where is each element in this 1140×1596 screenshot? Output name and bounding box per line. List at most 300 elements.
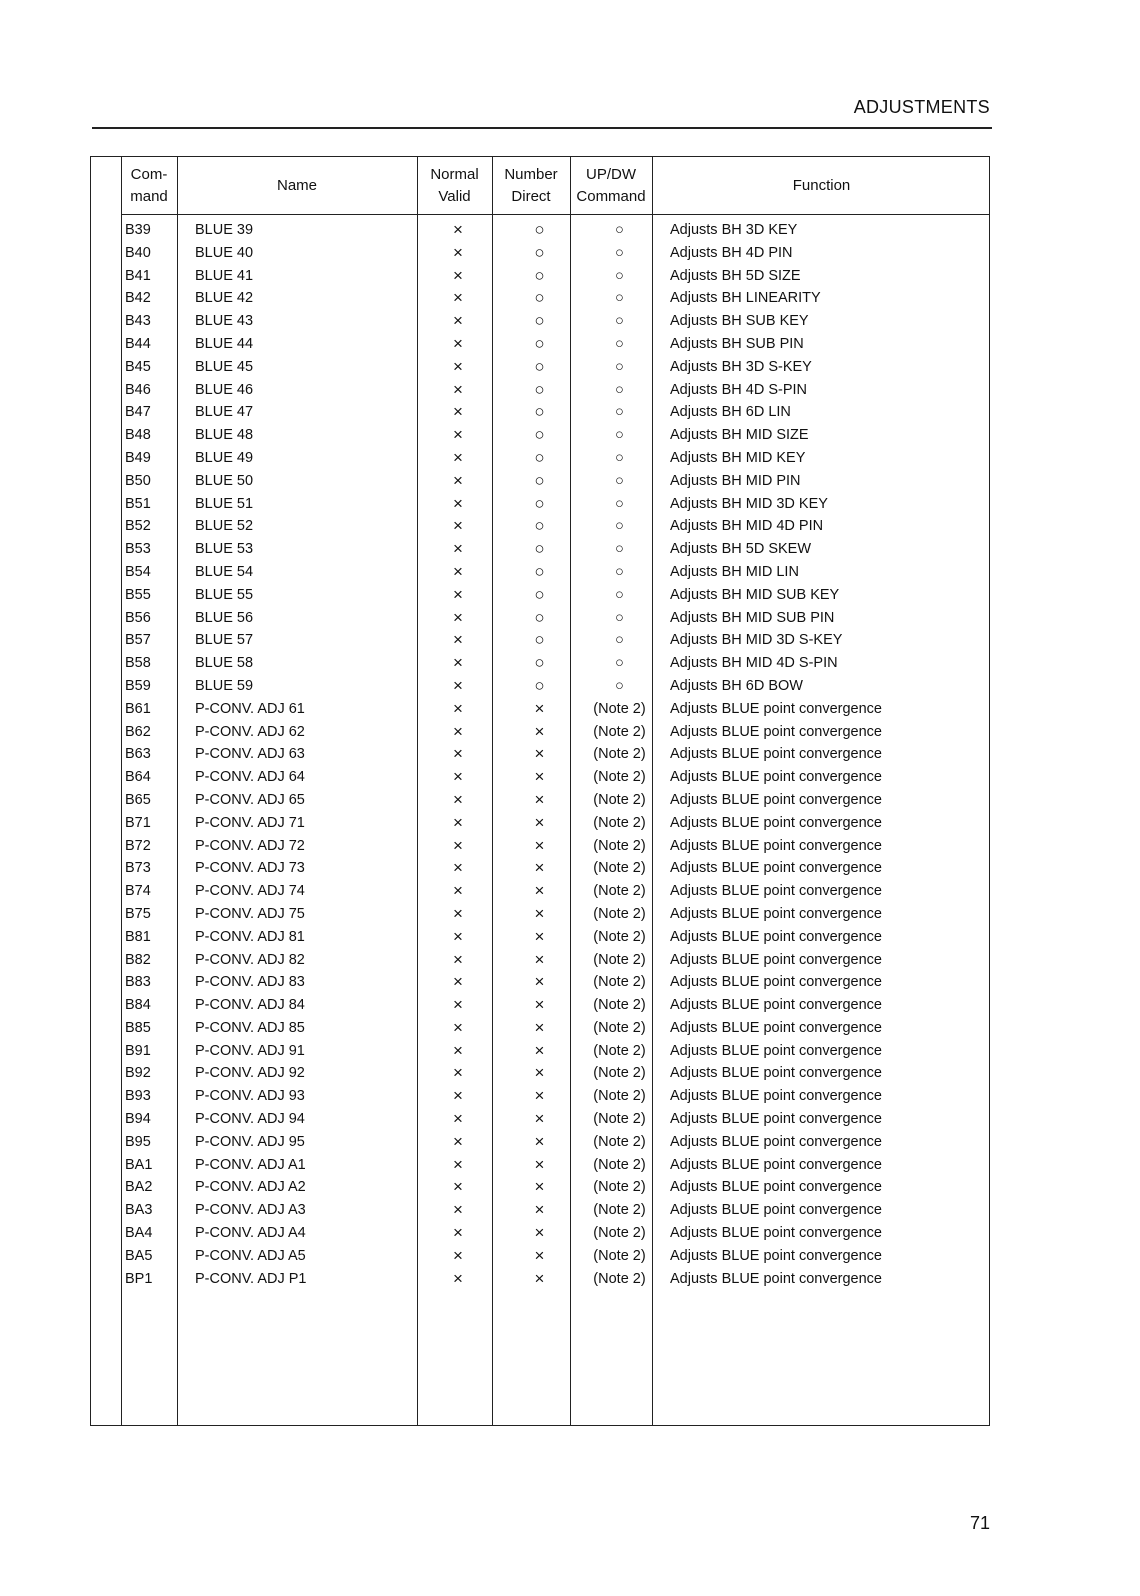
- updw-command-cell: ○: [615, 586, 624, 603]
- function-cell: Adjusts BH 3D S-KEY: [670, 358, 812, 375]
- name-cell: BLUE 55: [195, 586, 254, 603]
- normal-valid-cell: ×: [453, 972, 463, 992]
- name-cell: P-CONV. ADJ 92: [195, 1065, 305, 1082]
- name-cell: P-CONV. ADJ 72: [195, 837, 305, 854]
- name-cell: BLUE 44: [195, 335, 254, 352]
- command-cell: B39: [125, 222, 151, 238]
- function-cell: Adjusts BLUE point convergence: [670, 1225, 882, 1242]
- number-direct-cell: ○: [534, 265, 545, 285]
- number-direct-cell: ○: [534, 220, 545, 239]
- command-cell: B64: [125, 769, 151, 786]
- function-cell: Adjusts BLUE point convergence: [670, 928, 882, 945]
- command-cell: B61: [125, 700, 151, 717]
- name-cell: BLUE 42: [195, 290, 254, 307]
- normal-valid-cell: ×: [453, 379, 463, 399]
- name-cell: P-CONV. ADJ 64: [195, 769, 305, 786]
- name-cell: BLUE 48: [195, 427, 254, 444]
- command-cell: B65: [125, 791, 151, 808]
- updw-command-cell: (Note 2): [593, 951, 646, 968]
- command-cell: B41: [125, 267, 151, 284]
- command-cell: BA2: [125, 1179, 153, 1196]
- command-cell: B52: [125, 518, 151, 535]
- normal-valid-cell: ×: [453, 767, 463, 787]
- function-cell: Adjusts BLUE point convergence: [670, 1133, 882, 1150]
- command-cell: BP1: [125, 1270, 153, 1287]
- number-direct-cell: ○: [534, 425, 545, 445]
- function-cell: Adjusts BLUE point convergence: [670, 974, 882, 991]
- function-cell: Adjusts BH 5D SKEW: [670, 541, 812, 558]
- name-cell: P-CONV. ADJ 61: [195, 700, 305, 717]
- header-function-label: Function: [792, 176, 851, 194]
- updw-command-cell: (Note 2): [593, 974, 646, 991]
- name-cell: P-CONV. ADJ 95: [195, 1133, 305, 1150]
- number-direct-cell: ○: [534, 539, 545, 559]
- name-cell: P-CONV. ADJ 94: [195, 1111, 305, 1128]
- normal-valid-cell: ×: [453, 1131, 463, 1151]
- header-command-line1: Com-: [130, 165, 168, 183]
- function-cell: Adjusts BLUE point convergence: [670, 860, 882, 877]
- number-direct-cell: ○: [534, 356, 545, 376]
- function-cell: Adjusts BH 3D KEY: [670, 222, 798, 238]
- number-direct-cell: ×: [534, 1086, 545, 1106]
- normal-valid-cell: ×: [453, 789, 463, 809]
- function-cell: Adjusts BLUE point convergence: [670, 997, 882, 1014]
- header-normal-line1: Normal: [430, 165, 479, 183]
- number-direct-cell: ×: [534, 972, 545, 992]
- updw-command-cell: (Note 2): [593, 700, 646, 717]
- header-number-line2: Direct: [511, 187, 551, 205]
- number-direct-cell: ○: [534, 653, 545, 673]
- table-row: [91, 1132, 989, 1155]
- normal-valid-cell: ×: [453, 1109, 463, 1129]
- function-cell: Adjusts BLUE point convergence: [670, 723, 882, 740]
- command-cell: B75: [125, 905, 151, 922]
- table-row: [91, 950, 989, 973]
- table-row: [91, 1155, 989, 1178]
- function-cell: Adjusts BH 5D SIZE: [670, 267, 801, 284]
- command-cell: B91: [125, 1042, 151, 1059]
- updw-command-cell: (Note 2): [593, 883, 646, 900]
- updw-command-cell: (Note 2): [593, 928, 646, 945]
- normal-valid-cell: ×: [453, 1245, 463, 1265]
- number-direct-cell: ×: [534, 744, 545, 764]
- number-direct-cell: ×: [534, 926, 545, 946]
- table-body: [91, 220, 989, 1291]
- page-number: 71: [969, 1513, 990, 1533]
- function-cell: Adjusts BH MID 3D S-KEY: [670, 632, 843, 649]
- table-row: [91, 562, 989, 585]
- number-direct-cell: ○: [534, 675, 545, 695]
- name-cell: P-CONV. ADJ 75: [195, 905, 305, 922]
- table-row: [91, 1018, 989, 1041]
- updw-command-cell: (Note 2): [593, 746, 646, 763]
- table-row: [91, 402, 989, 425]
- normal-valid-cell: ×: [453, 425, 463, 445]
- name-cell: BLUE 43: [195, 313, 254, 330]
- number-direct-cell: ×: [534, 949, 545, 969]
- normal-valid-cell: ×: [453, 539, 463, 559]
- function-cell: Adjusts BLUE point convergence: [670, 1179, 882, 1196]
- function-cell: Adjusts BH MID LIN: [670, 563, 799, 580]
- name-cell: P-CONV. ADJ 65: [195, 791, 305, 808]
- command-cell: B46: [125, 381, 151, 398]
- number-direct-cell: ×: [534, 1131, 545, 1151]
- updw-command-cell: ○: [615, 495, 624, 512]
- name-cell: P-CONV. ADJ A4: [195, 1225, 306, 1242]
- updw-command-cell: (Note 2): [593, 723, 646, 740]
- title-rule: [92, 127, 992, 129]
- normal-valid-cell: ×: [453, 675, 463, 695]
- updw-command-cell: (Note 2): [593, 1247, 646, 1264]
- command-cell: B51: [125, 495, 151, 512]
- table-row: [91, 858, 989, 881]
- name-cell: P-CONV. ADJ 84: [195, 997, 305, 1014]
- table-row: [91, 1086, 989, 1109]
- command-cell: B59: [125, 677, 151, 694]
- command-cell: B44: [125, 335, 151, 352]
- name-cell: BLUE 40: [195, 244, 254, 261]
- normal-valid-cell: ×: [453, 561, 463, 581]
- name-cell: P-CONV. ADJ 83: [195, 974, 305, 991]
- command-cell: B57: [125, 632, 151, 649]
- header-updw-line2: Command: [576, 187, 646, 205]
- updw-command-cell: ○: [615, 267, 624, 284]
- header-normal: [417, 157, 492, 214]
- updw-command-cell: (Note 2): [593, 1088, 646, 1105]
- command-cell: BA1: [125, 1156, 153, 1173]
- number-direct-cell: ○: [534, 242, 545, 262]
- command-cell: B43: [125, 313, 151, 330]
- function-cell: Adjusts BLUE point convergence: [670, 951, 882, 968]
- updw-command-cell: ○: [615, 290, 624, 307]
- table-row: [91, 744, 989, 767]
- name-cell: BLUE 46: [195, 381, 254, 398]
- name-cell: P-CONV. ADJ 73: [195, 860, 305, 877]
- table-row: [91, 790, 989, 813]
- number-direct-cell: ○: [534, 607, 545, 627]
- name-cell: P-CONV. ADJ A1: [195, 1156, 306, 1173]
- normal-valid-cell: ×: [453, 311, 463, 331]
- normal-valid-cell: ×: [453, 1223, 463, 1243]
- table-row: [91, 676, 989, 699]
- function-cell: Adjusts BH 4D PIN: [670, 244, 793, 261]
- command-cell: B83: [125, 974, 151, 991]
- name-cell: BLUE 45: [195, 358, 254, 375]
- normal-valid-cell: ×: [453, 402, 463, 422]
- number-direct-cell: ○: [534, 584, 545, 604]
- number-direct-cell: ○: [534, 630, 545, 650]
- normal-valid-cell: ×: [453, 1017, 463, 1037]
- table-row: [91, 995, 989, 1018]
- updw-command-cell: ○: [615, 677, 624, 694]
- header-updw-line1: UP/DW: [586, 165, 636, 183]
- updw-command-cell: ○: [615, 563, 624, 580]
- number-direct-cell: ×: [534, 881, 545, 901]
- function-cell: Adjusts BLUE point convergence: [670, 769, 882, 786]
- normal-valid-cell: ×: [453, 721, 463, 741]
- command-cell: B82: [125, 951, 151, 968]
- updw-command-cell: (Note 2): [593, 860, 646, 877]
- table-row: [91, 539, 989, 562]
- updw-command-cell: (Note 2): [593, 1111, 646, 1128]
- name-cell: BLUE 56: [195, 609, 254, 626]
- command-cell: B55: [125, 586, 151, 603]
- function-cell: Adjusts BLUE point convergence: [670, 746, 882, 763]
- table-row: [91, 334, 989, 357]
- name-cell: P-CONV. ADJ 85: [195, 1019, 305, 1036]
- normal-valid-cell: ×: [453, 812, 463, 832]
- name-cell: P-CONV. ADJ 71: [195, 814, 305, 831]
- normal-valid-cell: ×: [453, 356, 463, 376]
- updw-command-cell: ○: [615, 358, 624, 375]
- number-direct-cell: ×: [534, 1245, 545, 1265]
- command-cell: B56: [125, 609, 151, 626]
- command-cell: B49: [125, 449, 151, 466]
- normal-valid-cell: ×: [453, 835, 463, 855]
- command-cell: BA5: [125, 1247, 153, 1264]
- function-cell: Adjusts BLUE point convergence: [670, 883, 882, 900]
- updw-command-cell: ○: [615, 222, 624, 238]
- table-row: [91, 266, 989, 289]
- normal-valid-cell: ×: [453, 1086, 463, 1106]
- command-cell: BA3: [125, 1202, 153, 1219]
- header-number-line1: Number: [504, 165, 558, 183]
- updw-command-cell: (Note 2): [593, 905, 646, 922]
- updw-command-cell: (Note 2): [593, 1270, 646, 1287]
- updw-command-cell: ○: [615, 609, 624, 626]
- normal-valid-cell: ×: [453, 607, 463, 627]
- normal-valid-cell: ×: [453, 949, 463, 969]
- table-row: [91, 972, 989, 995]
- normal-valid-cell: ×: [453, 265, 463, 285]
- table-row: [91, 1041, 989, 1064]
- table-row: [91, 904, 989, 927]
- command-cell: B84: [125, 997, 151, 1014]
- function-cell: Adjusts BLUE point convergence: [670, 814, 882, 831]
- number-direct-cell: ×: [534, 1177, 545, 1197]
- normal-valid-cell: ×: [453, 1177, 463, 1197]
- normal-valid-cell: ×: [453, 744, 463, 764]
- table-row: [91, 630, 989, 653]
- function-cell: Adjusts BLUE point convergence: [670, 1202, 882, 1219]
- number-direct-cell: ×: [534, 1268, 545, 1288]
- command-cell: B63: [125, 746, 151, 763]
- normal-valid-cell: ×: [453, 470, 463, 490]
- function-cell: Adjusts BLUE point convergence: [670, 1088, 882, 1105]
- number-direct-cell: ×: [534, 1017, 545, 1037]
- number-direct-cell: ○: [534, 288, 545, 308]
- normal-valid-cell: ×: [453, 447, 463, 467]
- function-cell: Adjusts BH 6D LIN: [670, 404, 791, 421]
- number-direct-cell: ×: [534, 789, 545, 809]
- name-cell: BLUE 53: [195, 541, 254, 558]
- table-row: [91, 1223, 989, 1246]
- function-cell: Adjusts BLUE point convergence: [670, 1065, 882, 1082]
- number-direct-cell: ×: [534, 1109, 545, 1129]
- table-row: [91, 722, 989, 745]
- table-row: [91, 471, 989, 494]
- table-row: [91, 357, 989, 380]
- normal-valid-cell: ×: [453, 333, 463, 353]
- updw-command-cell: (Note 2): [593, 1065, 646, 1082]
- updw-command-cell: (Note 2): [593, 769, 646, 786]
- updw-command-cell: ○: [615, 632, 624, 649]
- table-row: [91, 699, 989, 722]
- updw-command-cell: (Note 2): [593, 1156, 646, 1173]
- name-cell: P-CONV. ADJ 63: [195, 746, 305, 763]
- updw-command-cell: ○: [615, 427, 624, 444]
- table-row: [91, 836, 989, 859]
- number-direct-cell: ×: [534, 835, 545, 855]
- name-cell: BLUE 39: [195, 222, 254, 238]
- command-cell: B54: [125, 563, 151, 580]
- section-title: ADJUSTMENTS: [853, 97, 990, 117]
- command-cell: B73: [125, 860, 151, 877]
- name-cell: P-CONV. ADJ A3: [195, 1202, 306, 1219]
- updw-command-cell: ○: [615, 313, 624, 330]
- name-cell: P-CONV. ADJ 93: [195, 1088, 305, 1105]
- normal-valid-cell: ×: [453, 653, 463, 673]
- table-row: [91, 1269, 989, 1292]
- command-cell: B53: [125, 541, 151, 558]
- function-cell: Adjusts BLUE point convergence: [670, 1270, 882, 1287]
- updw-command-cell: (Note 2): [593, 791, 646, 808]
- updw-command-cell: (Note 2): [593, 997, 646, 1014]
- normal-valid-cell: ×: [453, 516, 463, 536]
- number-direct-cell: ×: [534, 1200, 545, 1220]
- function-cell: Adjusts BH MID SUB KEY: [670, 586, 840, 603]
- name-cell: BLUE 52: [195, 518, 254, 535]
- name-cell: P-CONV. ADJ 81: [195, 928, 305, 945]
- name-cell: P-CONV. ADJ P1: [195, 1270, 307, 1287]
- table-row: [91, 448, 989, 471]
- table-row: [91, 813, 989, 836]
- updw-command-cell: ○: [615, 541, 624, 558]
- table-row: [91, 1246, 989, 1269]
- updw-command-cell: (Note 2): [593, 1225, 646, 1242]
- table-row: [91, 220, 989, 243]
- name-cell: P-CONV. ADJ 62: [195, 723, 305, 740]
- header-command-line2: mand: [130, 187, 168, 205]
- command-cell: B85: [125, 1019, 151, 1036]
- updw-command-cell: (Note 2): [593, 1202, 646, 1219]
- number-direct-cell: ○: [534, 311, 545, 331]
- table-row: [91, 1177, 989, 1200]
- function-cell: Adjusts BLUE point convergence: [670, 1042, 882, 1059]
- name-cell: BLUE 50: [195, 472, 254, 489]
- normal-valid-cell: ×: [453, 1063, 463, 1083]
- normal-valid-cell: ×: [453, 288, 463, 308]
- table-row: [91, 380, 989, 403]
- command-cell: B92: [125, 1065, 151, 1082]
- function-cell: Adjusts BLUE point convergence: [670, 1247, 882, 1264]
- normal-valid-cell: ×: [453, 1268, 463, 1288]
- header-name-label: Name: [276, 176, 317, 194]
- normal-valid-cell: ×: [453, 1200, 463, 1220]
- number-direct-cell: ○: [534, 493, 545, 513]
- updw-command-cell: ○: [615, 404, 624, 421]
- number-direct-cell: ○: [534, 379, 545, 399]
- number-direct-cell: ×: [534, 698, 545, 718]
- updw-command-cell: ○: [615, 518, 624, 535]
- command-cell: B93: [125, 1088, 151, 1105]
- header-updw: [570, 157, 652, 214]
- name-cell: BLUE 47: [195, 404, 254, 421]
- number-direct-cell: ○: [534, 561, 545, 581]
- updw-command-cell: (Note 2): [593, 1179, 646, 1196]
- number-direct-cell: ×: [534, 1223, 545, 1243]
- table-row: [91, 881, 989, 904]
- command-cell: BA4: [125, 1225, 153, 1242]
- command-cell: B81: [125, 928, 151, 945]
- function-cell: Adjusts BH LINEARITY: [670, 290, 821, 307]
- name-cell: BLUE 59: [195, 677, 254, 694]
- function-cell: Adjusts BH MID SUB PIN: [670, 609, 835, 626]
- normal-valid-cell: ×: [453, 584, 463, 604]
- number-direct-cell: ×: [534, 995, 545, 1015]
- number-direct-cell: ×: [534, 858, 545, 878]
- command-cell: B74: [125, 883, 151, 900]
- updw-command-cell: (Note 2): [593, 1042, 646, 1059]
- command-cell: B94: [125, 1111, 151, 1128]
- table-row: [91, 1200, 989, 1223]
- updw-command-cell: ○: [615, 449, 624, 466]
- normal-valid-cell: ×: [453, 1040, 463, 1060]
- command-table: [90, 156, 990, 1426]
- header-number: [492, 157, 570, 214]
- command-cell: B71: [125, 814, 151, 831]
- number-direct-cell: ×: [534, 812, 545, 832]
- table-row: [91, 585, 989, 608]
- updw-command-cell: ○: [615, 244, 624, 261]
- function-cell: Adjusts BLUE point convergence: [670, 1156, 882, 1173]
- number-direct-cell: ×: [534, 1063, 545, 1083]
- number-direct-cell: ×: [534, 1040, 545, 1060]
- normal-valid-cell: ×: [453, 630, 463, 650]
- table-row: [91, 927, 989, 950]
- name-cell: P-CONV. ADJ A2: [195, 1179, 306, 1196]
- header-name: [177, 157, 417, 214]
- updw-command-cell: (Note 2): [593, 1019, 646, 1036]
- function-cell: Adjusts BH MID 4D S-PIN: [670, 655, 838, 672]
- table-row: [91, 767, 989, 790]
- command-cell: B50: [125, 472, 151, 489]
- updw-command-cell: ○: [615, 655, 624, 672]
- function-cell: Adjusts BLUE point convergence: [670, 1111, 882, 1128]
- updw-command-cell: (Note 2): [593, 837, 646, 854]
- name-cell: BLUE 58: [195, 655, 254, 672]
- number-direct-cell: ×: [534, 767, 545, 787]
- function-cell: Adjusts BH MID 4D PIN: [670, 518, 824, 535]
- normal-valid-cell: ×: [453, 242, 463, 262]
- function-cell: Adjusts BH MID 3D KEY: [670, 495, 828, 512]
- function-cell: Adjusts BLUE point convergence: [670, 700, 882, 717]
- table-row: [91, 1109, 989, 1132]
- command-cell: B47: [125, 404, 151, 421]
- command-cell: B42: [125, 290, 151, 307]
- name-cell: P-CONV. ADJ A5: [195, 1247, 306, 1264]
- normal-valid-cell: ×: [453, 1154, 463, 1174]
- table-row: [91, 653, 989, 676]
- table-row: [91, 1063, 989, 1086]
- updw-command-cell: ○: [615, 335, 624, 352]
- table-row: [91, 243, 989, 266]
- table-row: [91, 311, 989, 334]
- number-direct-cell: ○: [534, 470, 545, 490]
- normal-valid-cell: ×: [453, 698, 463, 718]
- command-cell: B45: [125, 358, 151, 375]
- function-cell: Adjusts BH SUB KEY: [670, 313, 809, 330]
